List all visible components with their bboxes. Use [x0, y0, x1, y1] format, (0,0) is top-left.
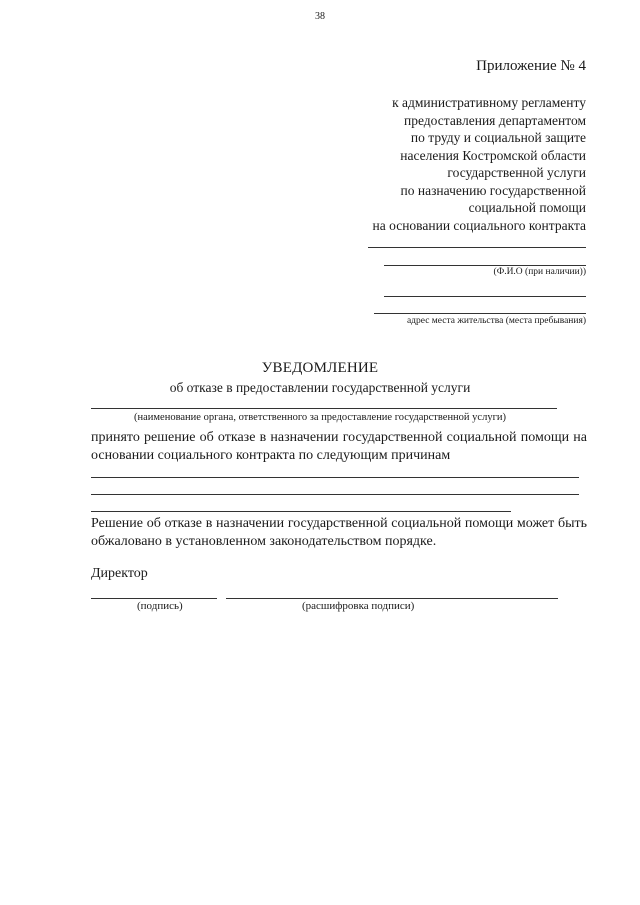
- decoding-caption: (расшифровка подписи): [302, 600, 415, 612]
- subtitle-line: по назначению государственной: [400, 182, 586, 198]
- subtitle-line: населения Костромской области: [400, 147, 586, 163]
- fio-caption: (Ф.И.О (при наличии)): [493, 267, 586, 277]
- recipient-address-line: [384, 296, 586, 297]
- subtitle-line: на основании социального контракта: [372, 217, 586, 233]
- organ-caption: (наименование органа, ответственного за предоставление государственной услуги): [134, 412, 506, 423]
- recipient-blank-line: [368, 247, 586, 248]
- page-number: 38: [315, 11, 325, 22]
- subtitle-line: к административному регламенту: [392, 95, 586, 110]
- appeal-paragraph: Решение об отказе в назначении государственной социальной помощи может быть обжаловано в установленном законодательством порядке.: [91, 516, 587, 549]
- address-caption: адрес места жительства (места пребывания): [406, 316, 586, 326]
- subtitle-line: предоставления департаментом: [404, 112, 586, 128]
- signature-caption: (подпись): [137, 600, 183, 612]
- appendix-title: Приложение № 4: [476, 58, 586, 74]
- signature-line: [91, 598, 217, 599]
- recipient-fio-line: [384, 265, 586, 266]
- decision-paragraph: принято решение об отказе в назначении государственной социальной помощи на основании социального контракта по следующим причинам: [91, 430, 587, 463]
- appendix-subtitle: [373, 94, 586, 234]
- recipient-address-line-2: [374, 313, 586, 314]
- notice-title: УВЕДОМЛЕНИЕ: [261, 360, 379, 376]
- director-label: Директор: [91, 566, 148, 581]
- subtitle-line: государственной услуги: [447, 165, 586, 180]
- reason-line-2: [91, 494, 579, 495]
- notice-subtitle: об отказе в предоставлении государственной услуги: [169, 380, 471, 395]
- reason-line-3: [91, 511, 511, 512]
- subtitle-line: социальной помощи: [468, 200, 586, 215]
- signature-decoding-line: [226, 598, 558, 599]
- subtitle-line: по труду и социальной защите: [410, 130, 586, 145]
- reason-line-1: [91, 477, 579, 478]
- organ-name-line: [91, 408, 557, 409]
